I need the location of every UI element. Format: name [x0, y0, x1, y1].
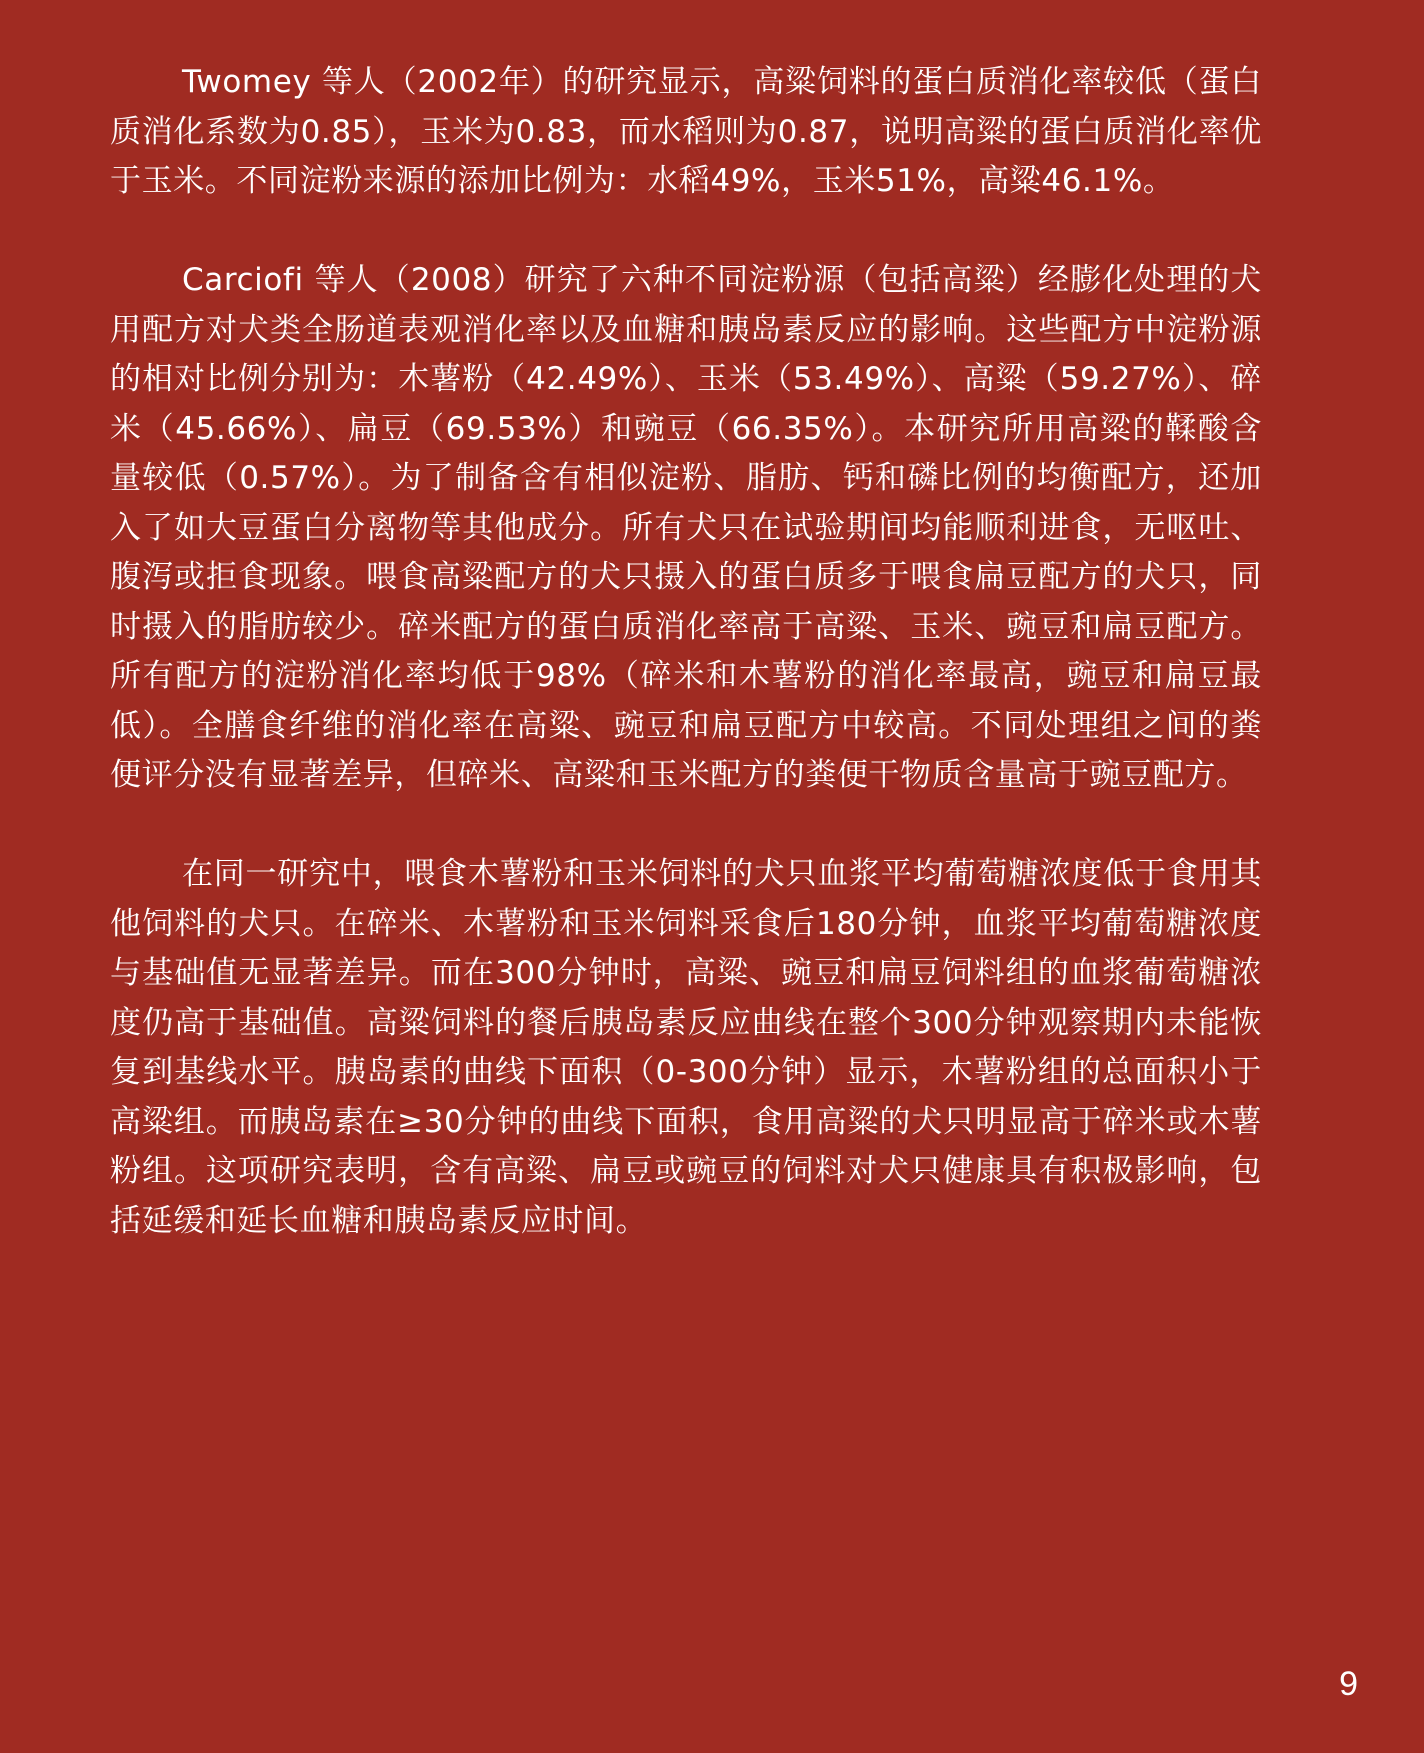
paragraph-carciofi-study: Carciofi 等人（2008）研究了六种不同淀粉源（包括高粱）经膨化处理的犬用配方对犬类全肠道表观消化率以及血糖和胰岛素反应的影响。这些配方中淀粉源的相对比例分别为：木薯粉（42.49%）、玉米（53.49%）、高粱（59.27%）、碎米（45.66%）、扁豆（69.53%）和豌豆（66.35%）。本研究所用高粱的鞣酸含量较低（0.57%）。为了制备含有相似淀粉、脂肪、钙和磷比例的均衡配方，还加入了如大豆蛋白分离物等其他成分。所有犬只在试验期间均能顺利进食，无呕吐、腹泻或拒食现象。喂食高粱配方的犬只摄入的蛋白质多于喂食扁豆配方的犬只，同时摄入的脂肪较少。碎米配方的蛋白质消化率高于高粱、玉米、豌豆和扁豆配方。所有配方的淀粉消化率均低于98%（碎米和木薯粉的消化率最高，豌豆和扁豆最低）。全膳食纤维的消化率在高粱、豌豆和扁豆配方中较高。不同处理组之间的粪便评分没有显著差异，但碎米、高粱和玉米配方的粪便干物质含量高于豌豆配方。 [110, 262, 1262, 793]
paragraph-twomey-study: Twomey 等人（2002年）的研究显示，高粱饲料的蛋白质消化率较低（蛋白质消化系数为0.85），玉米为0.83，而水稻则为0.87，说明高粱的蛋白质消化率优于玉米。不同淀粉来源的添加比例为：水稻49%，玉米51%，高粱46.1%。 [110, 64, 1262, 199]
paragraph-glucose-insulin: 在同一研究中，喂食木薯粉和玉米饲料的犬只血浆平均葡萄糖浓度低于食用其他饲料的犬只。在碎米、木薯粉和玉米饲料采食后180分钟，血浆平均葡萄糖浓度与基础值无显著差异。而在300分钟时，高粱、豌豆和扁豆饲料组的血浆葡萄糖浓度仍高于基础值。高粱饲料的餐后胰岛素反应曲线在整个300分钟观察期内未能恢复到基线水平。胰岛素的曲线下面积（0-300分钟）显示，木薯粉组的总面积小于高粱组。而胰岛素在≥30分钟的曲线下面积，食用高粱的犬只明显高于碎米或木薯粉组。这项研究表明，含有高粱、扁豆或豌豆的饲料对犬只健康具有积极影响，包括延缓和延长血糖和胰岛素反应时间。 [110, 856, 1262, 1239]
body-text [110, 58, 1262, 1296]
page-number: 9 [1339, 1665, 1358, 1703]
